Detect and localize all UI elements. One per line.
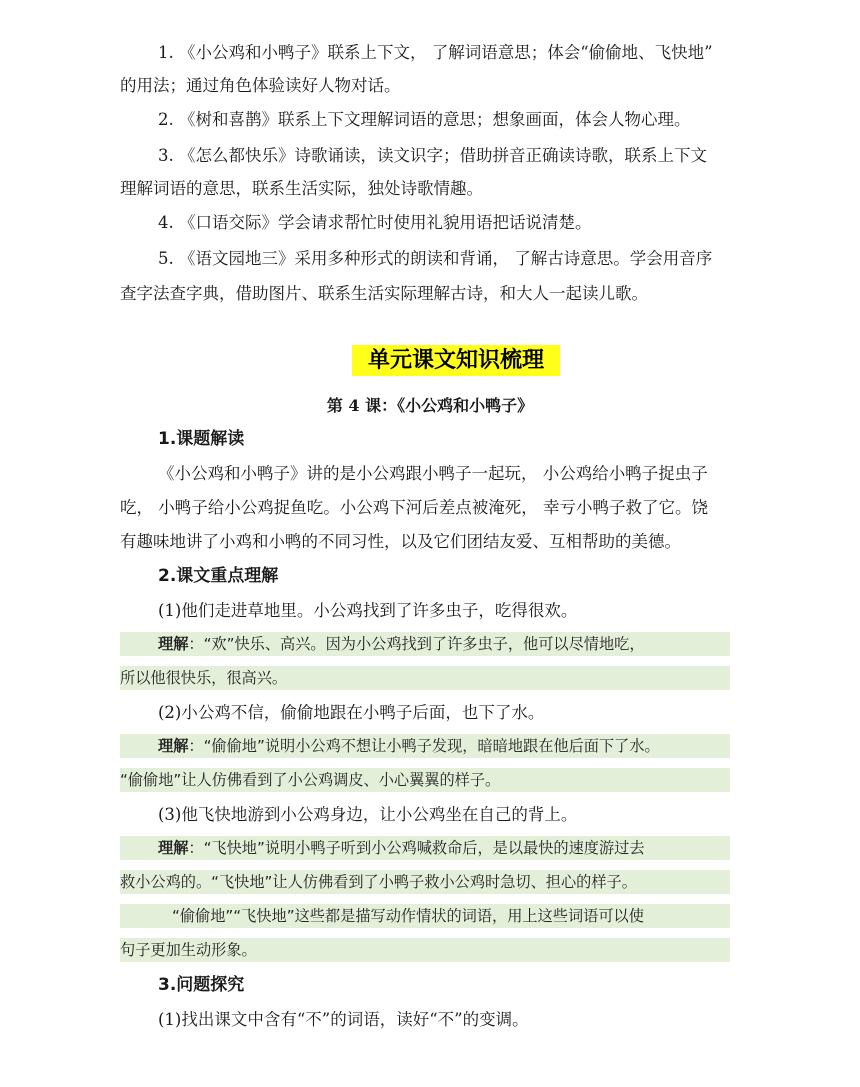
section-2-heading: 2.课文重点理解 xyxy=(158,566,279,586)
explanation-text: ：“偷偷地”说明小公鸡不想让小鸭子发现，暗暗地跟在他后面下了水。 xyxy=(188,737,660,755)
section-1-para-line-3: 有趣味地讲了小鸡和小鸭的不同习性，以及它们团结友爱、互相帮助的美德。 xyxy=(120,532,681,551)
explanation-label: 理解 xyxy=(158,737,189,755)
explanation-text: ：“欢”快乐、高兴。因为小公鸡找到了许多虫子，他可以尽情地吃， xyxy=(188,635,645,653)
note-line-2: 句子更加生动形象。 xyxy=(120,941,257,959)
quote-3: (3)他飞快地游到小公鸡身边，让小公鸡坐在自己的背上。 xyxy=(158,805,578,824)
objective-1-line-2: 的用法；通过角色体验读好人物对话。 xyxy=(120,76,401,95)
explanation-2-line-2: “偷偷地”让人仿佛看到了小公鸡调皮、小心翼翼的样子。 xyxy=(120,771,501,789)
section-3-heading: 3.问题探究 xyxy=(158,975,245,995)
objective-5-line-1: 5. 《语文园地三》采用多种形式的朗读和背诵， 了解古诗意思。学会用音序 xyxy=(158,249,713,268)
explanation-text: ：“飞快地”说明小鸭子听到小公鸡喊救命后，是以最快的速度游过去 xyxy=(188,839,645,857)
explanation-label: 理解 xyxy=(158,635,189,653)
objective-3-line-2: 理解词语的意思，联系生活实际，独处诗歌情趣。 xyxy=(120,179,483,198)
section-1-heading: 1.课题解读 xyxy=(158,429,245,449)
objective-1-line-1: 1. 《小公鸡和小鸭子》联系上下文， 了解词语意思；体会“偷偷地、飞快地” xyxy=(158,43,713,62)
objective-5-line-2: 查字法查字典，借助图片、联系生活实际理解古诗，和大人一起读儿歌。 xyxy=(120,284,648,303)
objective-4: 4. 《口语交际》学会请求帮忙时使用礼貌用语把话说清楚。 xyxy=(158,213,592,232)
section-1-para-line-1: 《小公鸡和小鸭子》讲的是小公鸡跟小鸭子一起玩， 小公鸡给小鸭子捉虫子 xyxy=(158,464,708,483)
explanation-1-line-2: 所以他很快乐，很高兴。 xyxy=(120,669,288,687)
quote-2: (2)小公鸡不信，偷偷地跟在小鸭子后面，也下了水。 xyxy=(158,703,545,722)
note-line-1: “偷偷地”“飞快地”这些都是描写动作情状的词语，用上这些词语可以使 xyxy=(172,907,644,925)
explanation-3-line-1 xyxy=(158,836,645,860)
lesson-title: 第 4 课：《小公鸡和小鸭子》 xyxy=(326,396,534,415)
explanation-label: 理解 xyxy=(158,839,189,857)
question-1: (1)找出课文中含有“不”的词语，读好“不”的变调。 xyxy=(158,1010,529,1029)
section-1-para-line-2: 吃， 小鸭子给小公鸡捉鱼吃。小公鸡下河后差点被淹死， 幸亏小鸭子救了它。饶 xyxy=(120,498,708,517)
explanation-1-line-1 xyxy=(158,632,645,656)
explanation-2-line-1 xyxy=(158,734,660,758)
objective-3-line-1: 3. 《怎么都快乐》诗歌诵读，读文识字；借助拼音正确读诗歌，联系上下文 xyxy=(158,146,707,165)
objective-2: 2. 《树和喜鹊》联系上下文理解词语的意思；想象画面，体会人物心理。 xyxy=(158,110,691,129)
quote-1: (1)他们走进草地里。小公鸡找到了许多虫子，吃得很欢。 xyxy=(158,601,578,620)
section-banner: 单元课文知识梳理 xyxy=(352,345,560,376)
explanation-3-line-2: 救小公鸡的。“飞快地”让人仿佛看到了小鸭子救小公鸡时急切、担心的样子。 xyxy=(120,873,637,891)
